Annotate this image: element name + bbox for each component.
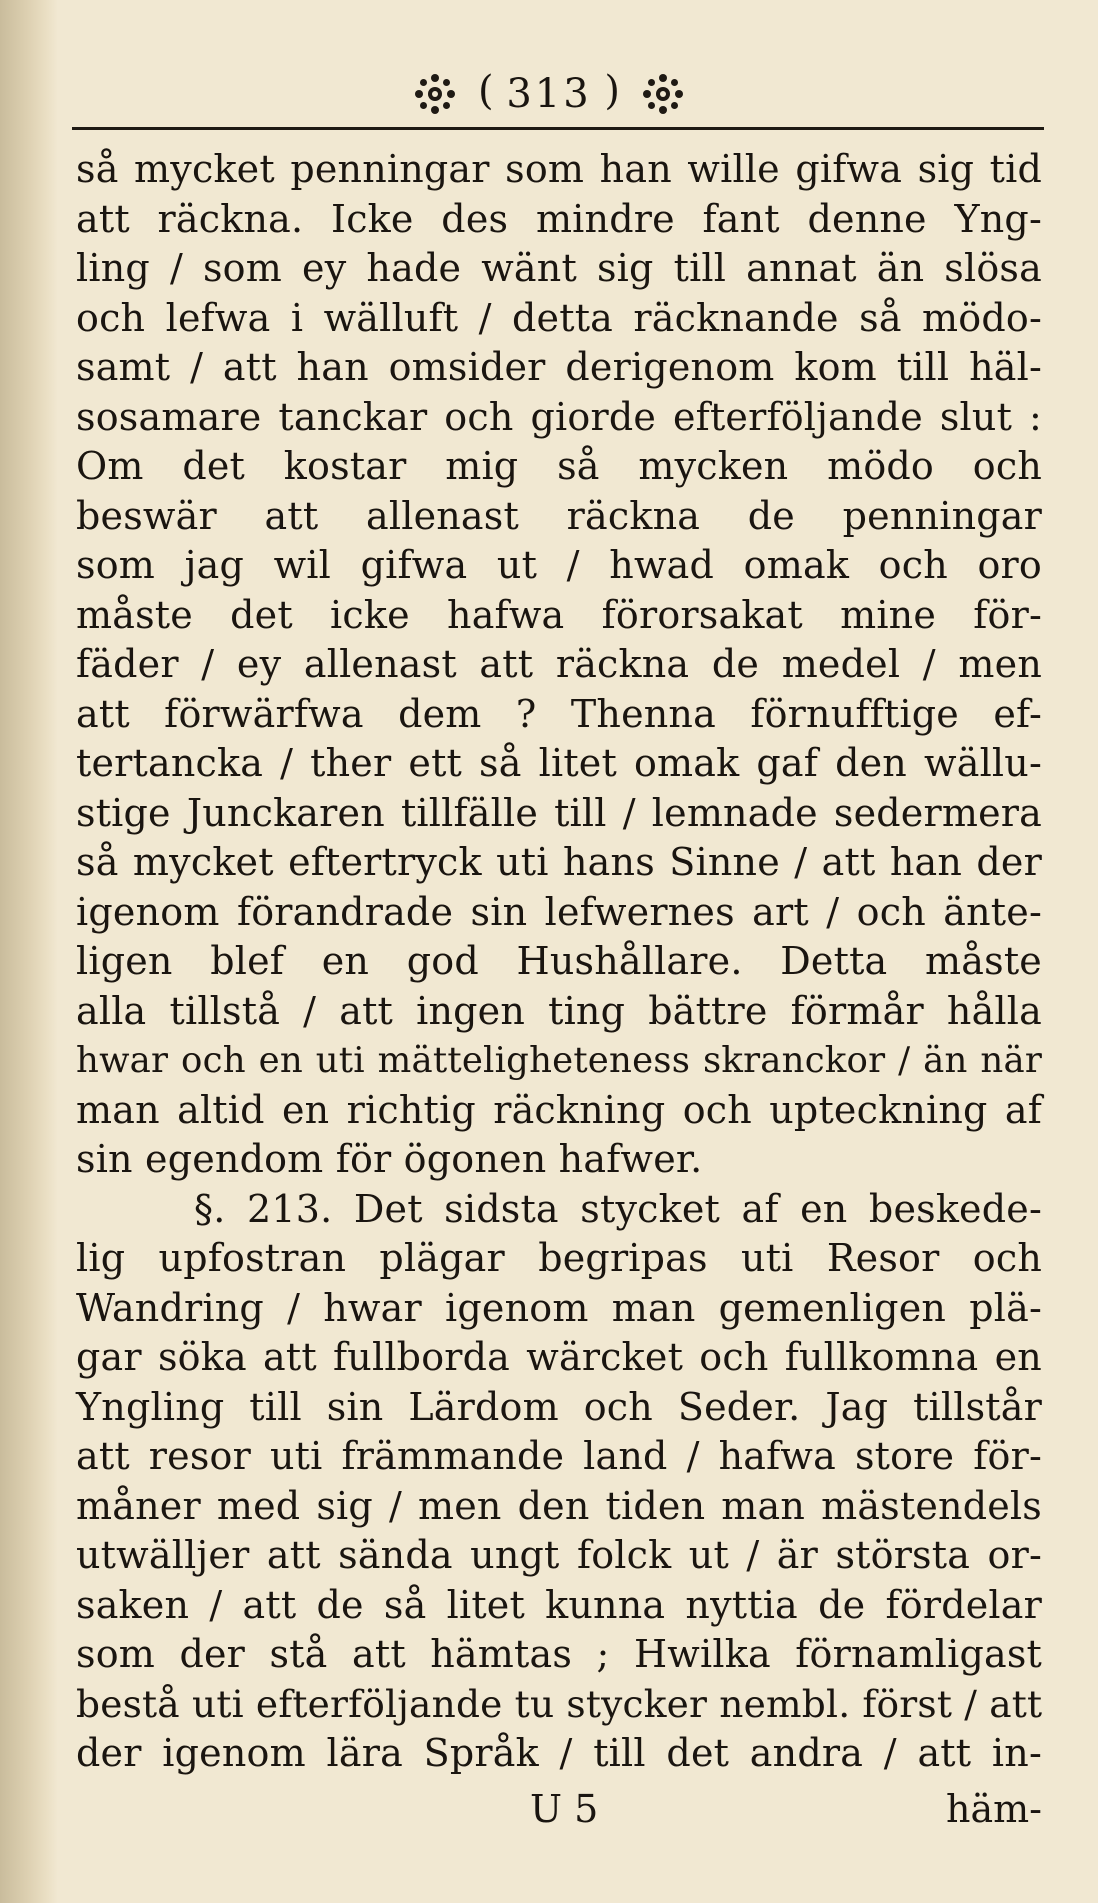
- text-line: som der stå att hämtas ; Hwilka förnamligast: [76, 1632, 1042, 1676]
- text-line: utwälljer att sända ungt folck ut / är största or-: [76, 1533, 1042, 1577]
- text-line: samt / att han omsider derigenom kom till häl-: [76, 345, 1042, 389]
- text-line: ling / som ey hade wänt sig till annat än slösa: [76, 246, 1042, 290]
- text-line: gar söka att fullborda wärcket och fullkomna en: [76, 1335, 1042, 1379]
- text-line: lig upfostran plägar begripas uti Resor och: [76, 1236, 1042, 1280]
- text-line: måste det icke hafwa förorsakat mine för-: [76, 592, 1042, 637]
- page-number: 313: [506, 71, 592, 117]
- text-line: alla tillstå / att ingen ting bättre förmår hålla: [76, 988, 1042, 1033]
- text-line: beswär att allenast räckna de penningar: [76, 493, 1042, 538]
- text-line: och lefwa i wälluft / detta räcknande så mödo-: [76, 295, 1042, 340]
- text-line: Yngling till sin Lärdom och Seder. Jag tillstår: [76, 1384, 1042, 1429]
- catchword: häm-: [945, 1787, 1042, 1831]
- binding-gutter: [0, 0, 58, 1903]
- text-line: att resor uti främmande land / hafwa store för-: [76, 1434, 1042, 1478]
- text-line: sosamare tanckar och giorde efterföljande slut :: [76, 394, 1042, 439]
- paragraph-end-line: sin egendom för ögonen hafwer.: [76, 1137, 703, 1181]
- text-line: igenom förandrade sin lefwernes art / och änte-: [76, 889, 1042, 934]
- text-line: stige Junckaren tillfälle till / lemnade sedermera: [76, 790, 1042, 835]
- text-line: så mycket penningar som han wille gifwa sig tid: [76, 147, 1042, 191]
- fleuron-ornament-icon: [413, 72, 457, 116]
- section-heading-line: §. 213. Det sidsta stycket af en beskede-: [194, 1186, 1042, 1231]
- signature-mark: U 5: [530, 1787, 599, 1831]
- text-line: tertancka / ther ett så litet omak gaf den wällu-: [76, 741, 1042, 785]
- text-line: som jag wil gifwa ut / hwad omak och oro: [76, 543, 1042, 587]
- text-line: att förwärfwa dem ? Thenna förnufftige ef-: [76, 691, 1042, 736]
- running-header: [0, 62, 1098, 120]
- text-line: Om det kostar mig så mycken mödo och: [76, 444, 1042, 488]
- text-line: fäder / ey allenast att räckna de medel / men: [76, 642, 1042, 686]
- header-rule: [72, 127, 1044, 130]
- text-line: man altid en richtig räckning och upteckning af: [76, 1087, 1042, 1132]
- header-open-paren: (: [477, 68, 494, 114]
- text-line: Wandring / hwar igenom man gemenligen plä-: [76, 1285, 1042, 1330]
- text-line: der igenom lära Språk / till det andra / att in-: [76, 1731, 1042, 1775]
- text-line: saken / att de så litet kunna nyttia de fördelar: [76, 1582, 1042, 1627]
- text-line: så mycket eftertryck uti hans Sinne / att han der: [76, 840, 1042, 884]
- fleuron-ornament-icon: [641, 72, 685, 116]
- page-footer: [76, 1784, 1042, 1834]
- header-close-paren: ): [604, 68, 620, 114]
- text-line: hwar och en uti mätteligheteness skranckor / än när: [76, 1040, 1042, 1081]
- text-line: måner med sig / men den tiden man mästendels: [76, 1483, 1042, 1528]
- text-line: ligen blef en god Hushållare. Detta måste: [76, 939, 1042, 983]
- body-text: [76, 145, 1042, 1779]
- text-line: bestå uti efterföljande tu stycker nembl. först / att: [76, 1681, 1043, 1726]
- text-line: att räckna. Icke des mindre fant denne Yng-: [76, 196, 1042, 241]
